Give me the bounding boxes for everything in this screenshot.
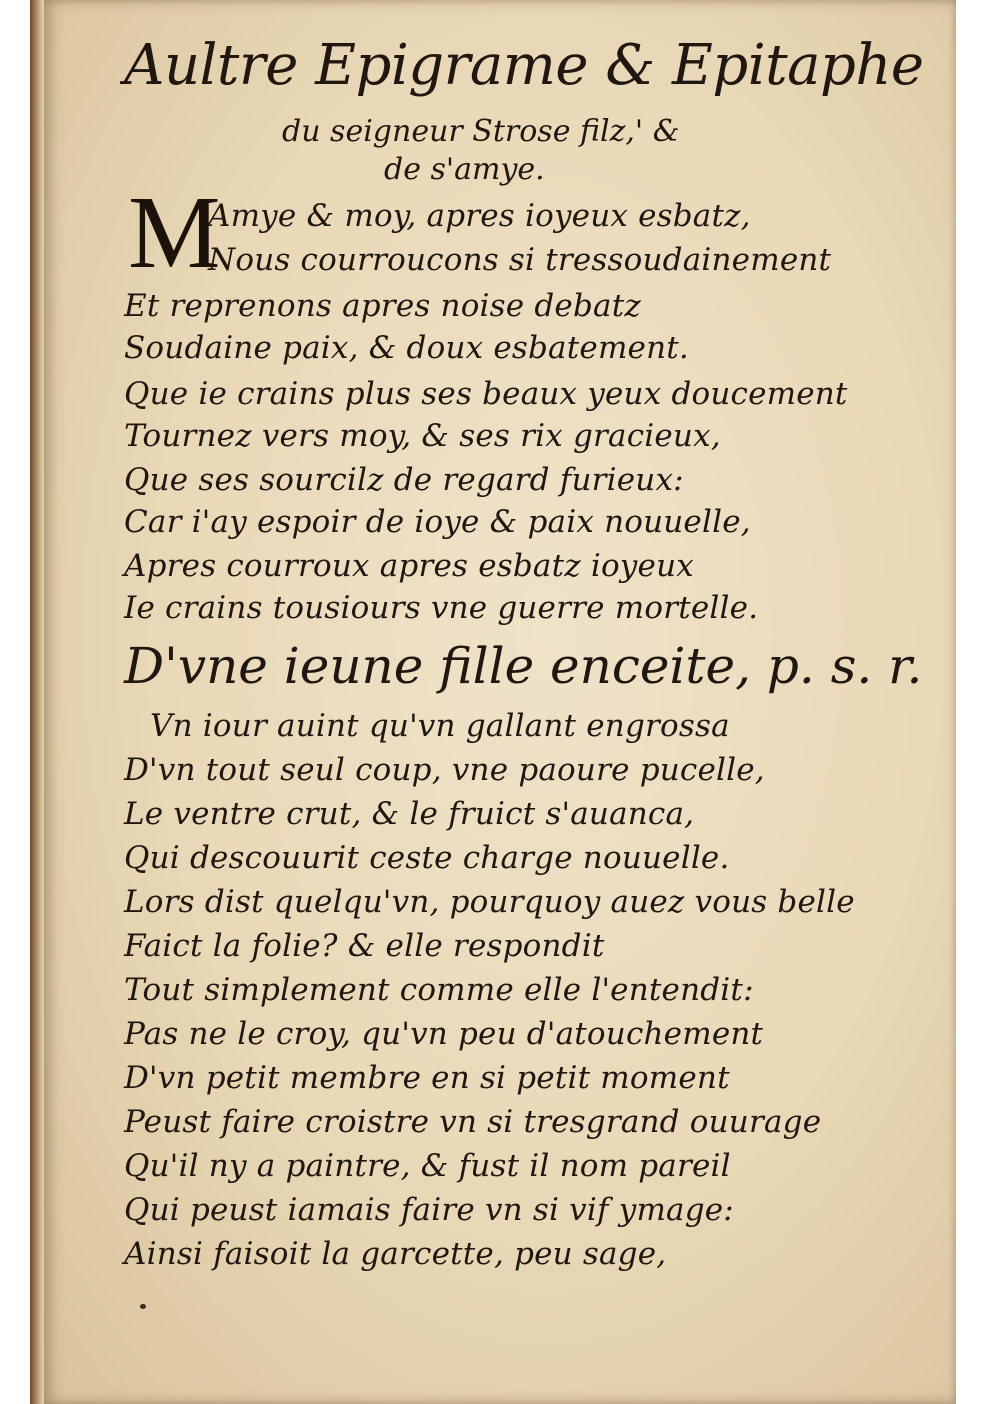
poem1-line: Apres courroux apres esbatz ioyeux (124, 548, 694, 584)
poem1-line: Soudaine paix, & doux esbatement. (124, 330, 689, 366)
poem1-line: Que ie crains plus ses beaux yeux doucement (124, 376, 848, 412)
poem2-line: Le ventre crut, & le fruict s'auanca, (124, 796, 695, 832)
page-title: Aultre Epigrame & Epitaphe (124, 33, 924, 98)
poem2-line: Qu'il ny a paintre, & fust il nom pareil (124, 1148, 731, 1184)
poem2-line: D'vn petit membre en si petit moment (124, 1060, 730, 1096)
poem2-line: Qui descouurit ceste charge nouuelle. (124, 840, 730, 876)
poem2-line: Pas ne le croy, qu'vn peu d'atouchement (124, 1016, 764, 1052)
poem2-line: Qui peust iamais faire vn si vif ymage: (124, 1192, 734, 1228)
poem1-line: Et reprenons apres noise debatz (124, 288, 641, 324)
ink-speck (140, 1304, 146, 1309)
page-subtitle-line-1: du seigneur Strose filz,' & (282, 114, 680, 149)
poem2-line: Lors dist quelqu'vn, pourquoy auez vous belle (124, 884, 855, 920)
poem1-line: Ie crains tousiours vne guerre mortelle. (124, 590, 759, 626)
poem1-line: Tournez vers moy, & ses rix gracieux, (124, 418, 721, 454)
section-heading: D'vne ieune fille enceite, p. s. r. (124, 637, 923, 695)
poem2-line: Peust faire croistre vn si tresgrand ouurage (124, 1104, 822, 1140)
poem2-line: Ainsi faisoit la garcette, peu sage, (124, 1236, 667, 1272)
poem1-line: Nous courroucons si tressoudainement (208, 242, 832, 278)
poem1-line: Amye & moy, apres ioyeux esbatz, (208, 198, 751, 234)
drop-cap: M (128, 175, 221, 290)
poem2-line: Faict la folie? & elle respondit (124, 928, 605, 964)
poem2-line: D'vn tout seul coup, vne paoure pucelle, (124, 752, 765, 788)
poem1-line: Car i'ay espoir de ioye & paix nouuelle, (124, 504, 751, 540)
poem2-line: Vn iour auint qu'vn gallant engrossa (150, 708, 730, 744)
page-subtitle-line-2: de s'amye. (384, 152, 545, 187)
poem2-line: Tout simplement comme elle l'entendit: (124, 972, 754, 1008)
poem1-line: Que ses sourcilz de regard furieux: (124, 462, 684, 498)
